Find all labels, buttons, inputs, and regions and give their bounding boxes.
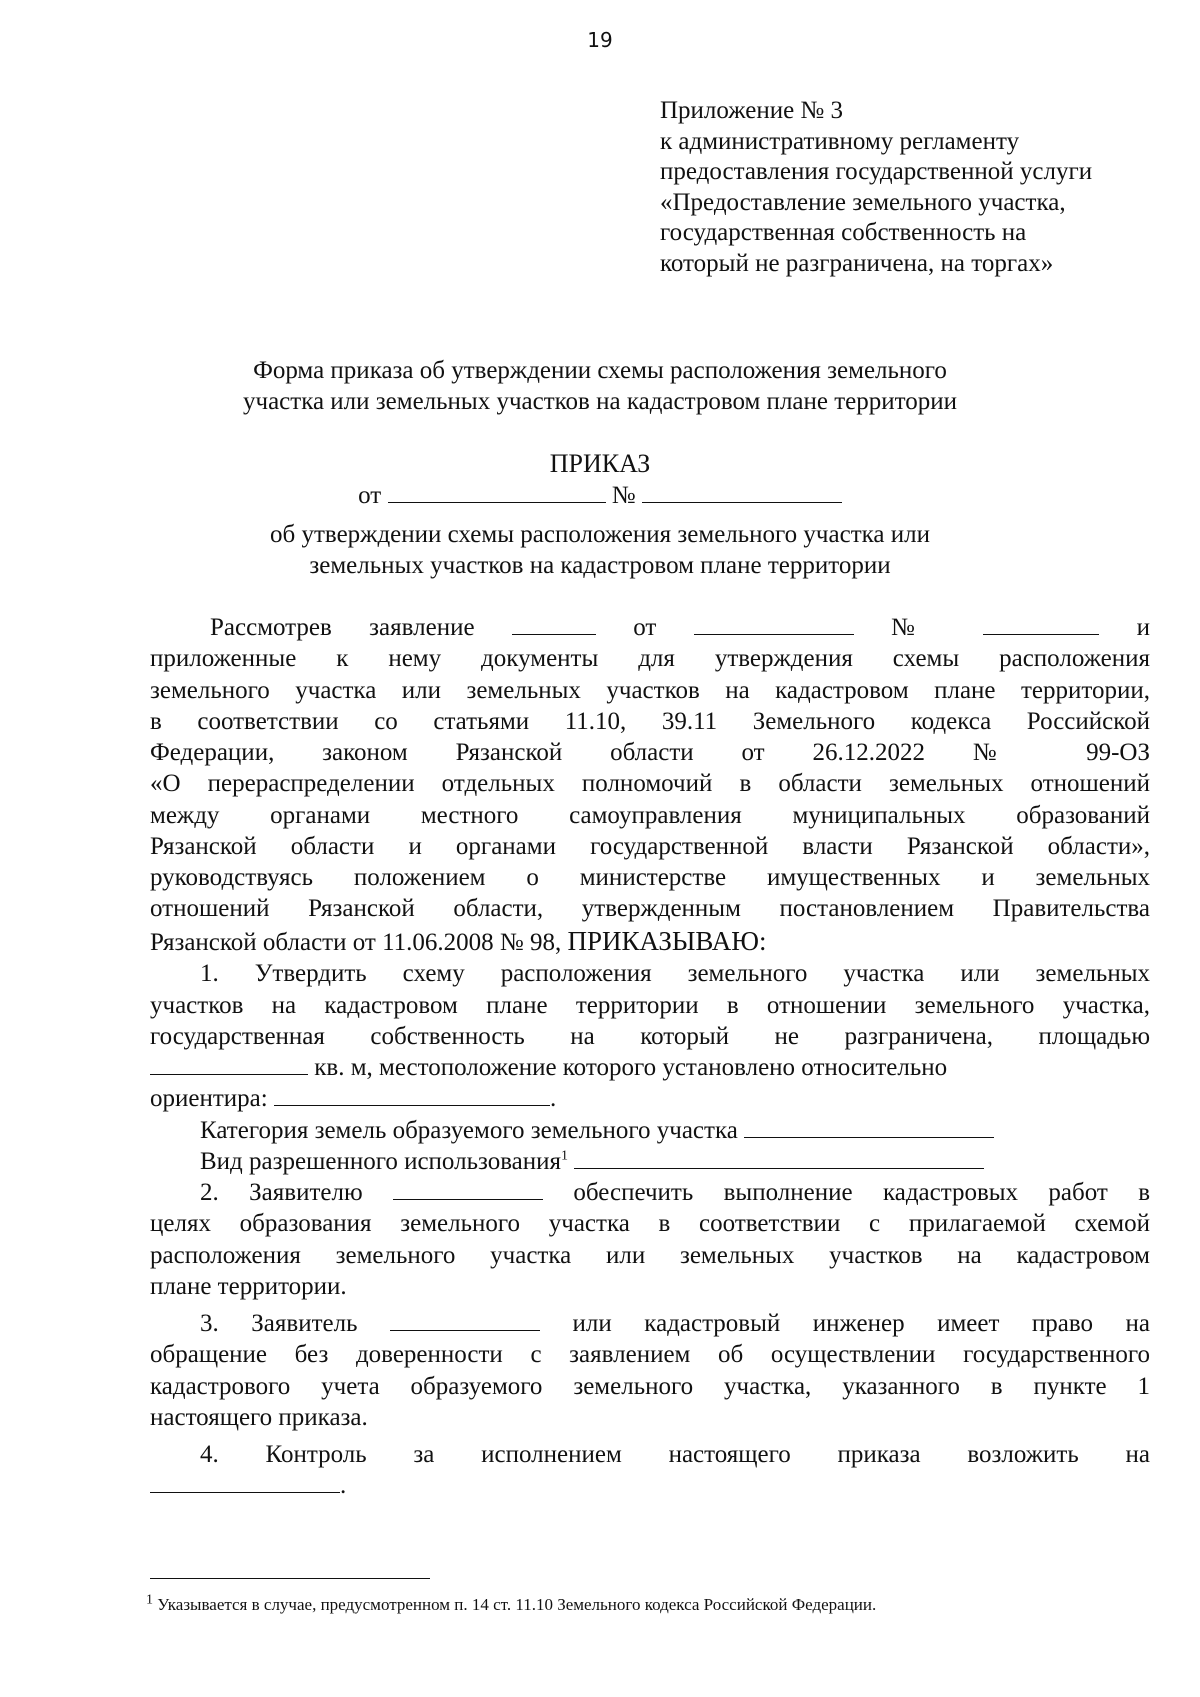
appendix-note (660, 96, 1180, 279)
item-1-landmark-line: ориентира: . (150, 1085, 557, 1113)
order-date-blank (388, 480, 606, 503)
form-title (0, 356, 1200, 417)
responsible-person-blank (150, 1470, 340, 1493)
item-4-line: 4. Контроль за исполнением настоящего приказа возложить на (200, 1441, 1150, 1468)
application-author-blank (512, 612, 596, 635)
item-2-first-line: 2. Заявителю обеспечить выполнение кадастровых работ в (200, 1179, 1151, 1206)
application-date-blank (694, 612, 854, 635)
appendix-line: предоставления государственной услуги (660, 158, 1093, 185)
item-3-line: кадастрового учета образуемого земельного участка, указанного в пункте 1 (150, 1372, 1150, 1400)
footnote-reference: 1 (561, 1148, 569, 1164)
preamble-line: приложенные к нему документы для утверждения схемы расположения (150, 645, 1150, 673)
order-date-number-line (0, 480, 1200, 511)
area-blank (150, 1052, 308, 1075)
application-number-blank (983, 612, 1099, 635)
order-command: ПРИКАЗЫВАЮ: (567, 925, 767, 956)
item-1-line: государственная собственность на который не разграничена, площадью (150, 1022, 1150, 1050)
item-2-last-line: плане территории. (150, 1272, 347, 1300)
land-category-line: Категория земель образуемого земельного участка (150, 1115, 1150, 1146)
appendix-line: Приложение № 3 (660, 97, 844, 124)
appendix-line: к административному регламенту (660, 127, 1020, 155)
preamble-line: в соответствии со статьями 11.10, 39.11 Земельного кодекса Российской (150, 707, 1150, 735)
preamble-line: Рязанской области и органами государственной власти Рязанской области», (150, 832, 1150, 860)
appendix-line: который не разграничена, на торгах» (660, 249, 1054, 277)
landmark-blank (274, 1083, 550, 1106)
preamble-line: «О перераспределении отдельных полномочий в области земельных отношений (150, 770, 1150, 798)
item-3-first-line: 3. Заявитель или кадастровый инженер имеет право на (200, 1310, 1151, 1337)
preamble-line: Федерации, законом Рязанской области от 26.12.2022 № 99-ОЗ (150, 739, 1150, 766)
item-2-line: целях образования земельного участка в соответствии с прилагаемой схемой (150, 1210, 1150, 1238)
order-subject-line: земельных участков на кадастровом плане территории (309, 551, 891, 579)
item-1-area-line: кв. м, местоположение которого установлено относительно (150, 1052, 1150, 1083)
preamble-line: земельного участка или земельных участков на кадастровом плане территории, (150, 676, 1150, 704)
land-category-blank (744, 1115, 994, 1138)
appendix-line: «Предоставление земельного участка, (660, 188, 1066, 216)
item-2-line: расположения земельного участка или земельных участков на кадастровом (150, 1241, 1150, 1269)
item-1-line: участков на кадастровом плане территории в отношении земельного участка, (150, 991, 1150, 1019)
permitted-use-line: Вид разрешенного использования$^1$ (150, 1146, 1150, 1177)
footnote-text: Указывается в случае, предусмотренном п. 14 ст. 11.10 Земельного кодекса Российской Федерации. (157, 1595, 877, 1614)
appendix-line: государственная собственность на (660, 219, 1027, 246)
preamble-line: между органами местного самоуправления муниципальных образований (150, 801, 1150, 829)
order-subject (0, 520, 1200, 581)
item-3-line: обращение без доверенности с заявлением об осуществлении государственного (150, 1341, 1150, 1369)
order-body (150, 612, 1150, 1502)
item-3-last-line: настоящего приказа. (150, 1403, 368, 1431)
page-number: 19 (587, 28, 613, 52)
preamble-line: отношений Рязанской области, утвержденным постановлением Правительства (150, 895, 1150, 923)
order-number-blank (642, 480, 842, 503)
applicant-blank (390, 1308, 540, 1331)
permitted-use-blank (574, 1146, 984, 1169)
footnote (146, 1594, 876, 1615)
preamble-last-line: Рязанской области от 11.06.2008 № 98, ПРИКАЗЫВАЮ: (150, 925, 767, 956)
item-1-line: 1. Утвердить схему расположения земельного участка или земельных (200, 960, 1150, 988)
order-subject-line: об утверждении схемы расположения земельного участка или (270, 521, 930, 548)
footnote-mark: 1 (146, 1592, 153, 1608)
form-title-line: участка или земельных участков на кадастровом плане территории (243, 387, 957, 415)
item-4-last-line: . (150, 1470, 1150, 1501)
form-title-line: Форма приказа об утверждении схемы расположения земельного (253, 357, 947, 384)
footnote-separator (150, 1578, 430, 1579)
order-heading: ПРИКАЗ (549, 449, 651, 478)
order-from-label: от (358, 482, 382, 509)
applicant-blank (393, 1177, 543, 1200)
preamble-first-line: Рассмотрев заявление от № и (210, 614, 1151, 641)
preamble-line: руководствуясь положением о министерстве имущественных и земельных (150, 864, 1150, 891)
order-number-label: № (611, 482, 636, 509)
